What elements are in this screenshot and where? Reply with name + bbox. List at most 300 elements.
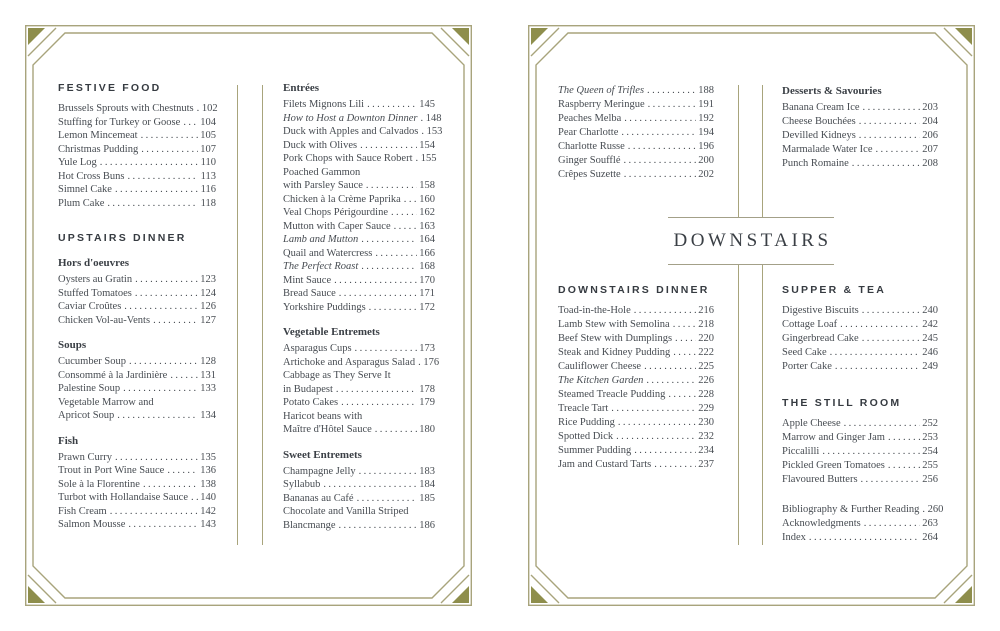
page-number: 255: [922, 460, 938, 471]
toc-entry: [283, 492, 435, 506]
right-column-2-upper: [782, 84, 938, 171]
page-number: 102: [201, 103, 218, 114]
entry-title: Veal Chops Périgourdine: [283, 207, 388, 218]
entry-title: Duck with Apples and Calvados: [283, 126, 419, 137]
dot-leader: [99, 159, 198, 170]
page-number: 253: [922, 432, 938, 443]
dot-leader: [127, 172, 198, 183]
toc-entry: [558, 304, 714, 318]
entry-title: Yorkshire Puddings: [283, 301, 366, 313]
dot-leader: [633, 447, 696, 458]
toc-entry: [782, 360, 938, 374]
entry-title: Raspberry Meringue: [558, 99, 645, 110]
entry-title: Cheese Bouchées: [782, 116, 856, 127]
right-page-column-rule: [762, 85, 763, 218]
dot-leader: [623, 115, 696, 126]
subsection-header: Fish: [58, 434, 79, 447]
page-number: 184: [419, 479, 435, 490]
dot-leader: [829, 349, 920, 360]
page-number: 116: [200, 184, 216, 195]
section-header: FESTIVE FOOD: [58, 82, 162, 94]
page-number: 131: [200, 369, 216, 381]
dot-leader: [643, 363, 696, 374]
entry-title: Digestive Biscuits: [782, 305, 859, 316]
dot-leader: [623, 157, 696, 168]
toc-entry: [558, 416, 714, 430]
entry-title: Asparagus Cups: [283, 343, 352, 354]
right-column-1-upper: [558, 84, 714, 182]
toc-entry: [58, 478, 216, 492]
dot-leader: [653, 461, 696, 472]
dot-leader: [633, 307, 696, 318]
page-number: 218: [698, 319, 714, 330]
left-column-2: [283, 82, 443, 532]
dot-leader: [672, 321, 696, 332]
entry-title: Apricot Soup: [58, 410, 115, 421]
toc-entry: [283, 301, 435, 315]
page-number: 135: [200, 451, 216, 463]
entry-title: Summer Pudding: [558, 445, 632, 456]
entry-title: Blancmange: [283, 519, 336, 531]
page-number: 110: [200, 157, 216, 168]
toc-entry: [58, 116, 216, 130]
toc-entry: [58, 396, 216, 410]
page-number: 158: [419, 180, 435, 191]
page-number: 154: [419, 139, 435, 151]
subsection-header: Sweet Entremets: [283, 448, 362, 461]
toc-entry: [782, 431, 938, 445]
entry-title: Piccalilli: [782, 446, 820, 457]
entry-title: Christmas Pudding: [58, 143, 139, 155]
toc-entry: [283, 152, 435, 166]
toc-entry: [283, 274, 435, 288]
page-number: 166: [419, 247, 435, 259]
page-number: 145: [419, 99, 435, 110]
entry-title: Index: [782, 532, 806, 543]
entry-title: Consommé à la Jardinière: [58, 369, 168, 381]
part-title: DOWNSTAIRS: [673, 230, 832, 251]
left-column-1: [58, 82, 216, 532]
dot-leader: [122, 385, 198, 396]
entry-title: Bananas au Café: [283, 492, 354, 504]
toc-entry: [782, 304, 938, 318]
toc-entry: [58, 355, 216, 369]
toc-entry: [782, 129, 938, 143]
entry-title: Stuffed Tomatoes: [58, 287, 132, 299]
entry-title: Apple Cheese: [782, 418, 841, 429]
right-column-2-lower: [782, 283, 944, 545]
toc-entry: [558, 430, 714, 444]
toc-entry: [58, 102, 216, 116]
entry-title: Pear Charlotte: [558, 127, 619, 138]
page-number: 254: [922, 446, 938, 457]
toc-entry: [283, 356, 440, 370]
page-number: 183: [419, 465, 435, 477]
toc-entry: [283, 287, 435, 301]
toc-entry: [283, 383, 435, 397]
entry-title: with Parsley Sauce: [283, 180, 363, 191]
entry-title: Mutton with Caper Sauce: [283, 220, 391, 232]
dot-leader: [674, 335, 696, 346]
entry-title: Caviar Croûtes: [58, 301, 122, 312]
dot-leader: [365, 182, 417, 193]
downstairs-part-heading: [668, 217, 834, 265]
subsection-header: Hors d'oeuvres: [58, 257, 129, 269]
toc-entry: [58, 382, 216, 396]
dot-leader: [182, 118, 198, 129]
dot-leader: [123, 303, 198, 314]
entry-title: Pickled Green Tomatoes: [782, 460, 885, 471]
entry-title: Steamed Treacle Pudding: [558, 389, 666, 400]
entry-title: Acknowledgments: [782, 518, 861, 529]
dot-leader: [863, 520, 920, 531]
right-page-column-rule: [738, 264, 739, 545]
page-number: 180: [419, 424, 435, 435]
page-number: 123: [200, 274, 216, 285]
section-header: DOWNSTAIRS DINNER: [558, 284, 710, 296]
entry-title: Pork Chops with Sauce Robert: [283, 153, 413, 164]
entry-title: Cabbage as They Serve It: [283, 370, 391, 381]
page-number: 136: [200, 465, 216, 476]
entry-title: Maître d'Hôtel Sauce: [283, 424, 372, 435]
toc-entry: [283, 260, 435, 274]
dot-leader: [116, 412, 198, 423]
page-number: 128: [200, 356, 216, 367]
toc-entry: [283, 112, 442, 126]
page-number: 124: [200, 287, 216, 299]
dot-leader: [374, 426, 417, 437]
page-number: 220: [698, 333, 714, 344]
dot-leader: [114, 453, 198, 464]
page-number: 207: [922, 144, 938, 155]
page-number: 229: [698, 403, 714, 414]
page-number: 264: [922, 532, 938, 543]
page-number: 162: [419, 207, 435, 218]
dot-leader: [358, 467, 417, 478]
toc-entry: [58, 464, 216, 478]
dot-leader: [417, 358, 421, 369]
toc-entry: [782, 101, 938, 115]
entry-title: Vegetable Marrow and: [58, 396, 154, 408]
toc-entry: [782, 445, 938, 459]
entry-title: Crêpes Suzette: [558, 169, 621, 180]
toc-entry: [58, 518, 216, 532]
dot-leader: [134, 276, 198, 287]
toc-entry: [58, 300, 216, 314]
page-number: 200: [698, 155, 714, 166]
dot-leader: [921, 506, 925, 517]
page-number: 143: [200, 519, 216, 530]
entry-title: Hot Cross Buns: [58, 170, 125, 182]
toc-entry: [782, 157, 938, 171]
dot-leader: [627, 143, 696, 154]
toc-entry: [283, 410, 435, 424]
toc-entry: [782, 531, 938, 545]
toc-entry: [558, 444, 714, 458]
toc-entry: [558, 374, 714, 388]
dot-leader: [127, 521, 198, 532]
entry-title: Bibliography & Further Reading: [782, 504, 920, 515]
toc-entry: [283, 193, 435, 207]
page-number: 105: [200, 130, 216, 141]
toc-entry: [782, 318, 938, 332]
entry-title: Poached Gammon: [283, 166, 361, 178]
dot-leader: [338, 290, 417, 301]
toc-entry: [283, 206, 435, 220]
entry-title: Ginger Soufflé: [558, 155, 621, 166]
entry-title: Plum Cake: [58, 197, 105, 209]
toc-entry: [58, 183, 216, 197]
dot-leader: [335, 385, 417, 396]
toc-entry: [558, 332, 714, 346]
dot-leader: [415, 155, 419, 166]
page-number: 176: [423, 356, 440, 368]
page-number: 148: [425, 112, 442, 124]
dot-leader: [620, 129, 696, 140]
toc-entry: [283, 505, 435, 519]
entry-title: Palestine Soup: [58, 383, 121, 394]
toc-entry: [283, 166, 435, 180]
toc-entry: [558, 388, 714, 402]
page-number: 118: [200, 197, 216, 209]
toc-entry: [283, 369, 435, 383]
page-number: 107: [200, 143, 216, 155]
toc-entry: [58, 287, 216, 301]
dot-leader: [839, 321, 920, 332]
toc-entry: [782, 115, 938, 129]
dot-leader: [390, 209, 417, 220]
toc-entry: [58, 273, 216, 287]
entry-title: Prawn Curry: [58, 451, 112, 463]
entry-title: Flavoured Butters: [782, 474, 858, 485]
entry-title: How to Host a Downton Dinner: [283, 112, 418, 124]
dot-leader: [843, 420, 920, 431]
dot-leader: [114, 186, 198, 197]
page-number: 260: [927, 504, 944, 515]
entry-title: Haricot beans with: [283, 410, 363, 422]
page-number: 179: [419, 397, 435, 408]
page-number: 230: [698, 417, 714, 428]
dot-leader: [360, 263, 417, 274]
toc-entry: [58, 451, 216, 465]
dot-leader: [860, 476, 920, 487]
toc-entry: [782, 459, 938, 473]
dot-leader: [337, 521, 417, 532]
entry-title: Turbot with Hollandaise Sauce: [58, 492, 188, 503]
entry-title: Artichoke and Asparagus Salad: [283, 356, 416, 368]
dot-leader: [340, 399, 417, 410]
toc-entry: [782, 346, 938, 360]
toc-entry: [283, 423, 435, 437]
entry-title: Steak and Kidney Pudding: [558, 347, 671, 358]
page-number: 252: [922, 418, 938, 429]
dot-leader: [106, 199, 198, 210]
dot-leader: [861, 335, 920, 346]
dot-leader: [617, 419, 696, 430]
toc-entry: [782, 417, 938, 431]
page-number: 173: [419, 343, 435, 354]
page-number: 216: [698, 305, 714, 316]
entry-title: Simnel Cake: [58, 184, 112, 195]
toc-entry: [558, 84, 714, 98]
toc-entry: [58, 156, 216, 170]
left-page-column-rule: [237, 85, 238, 545]
entry-title: The Queen of Trifles: [558, 85, 645, 96]
dot-leader: [109, 507, 198, 518]
toc-entry: [558, 154, 714, 168]
toc-entry: [283, 465, 435, 479]
toc-entry: [283, 139, 435, 153]
page-number: 138: [200, 478, 216, 490]
toc-entry: [283, 519, 435, 533]
page-number: 237: [698, 459, 714, 470]
page-number: 249: [922, 361, 938, 372]
toc-entry: [58, 314, 216, 328]
dot-leader: [647, 101, 696, 112]
entry-title: Peaches Melba: [558, 113, 622, 124]
dot-leader: [623, 171, 696, 182]
toc-entry: [782, 332, 938, 346]
dot-leader: [142, 480, 198, 491]
toc-entry: [283, 233, 435, 247]
page-number: 225: [698, 361, 714, 372]
toc-entry: [558, 318, 714, 332]
entry-title: The Perfect Roast: [283, 261, 359, 272]
page-number: 178: [419, 383, 435, 395]
page-number: 196: [698, 141, 714, 152]
toc-entry: [558, 140, 714, 154]
toc-entry: [58, 170, 216, 184]
page-number: 226: [698, 375, 714, 386]
page-number: 127: [200, 314, 216, 326]
dot-leader: [360, 236, 417, 247]
page-number: 185: [419, 492, 435, 504]
dot-leader: [419, 114, 423, 125]
toc-entry: [58, 505, 216, 519]
entry-title: Oysters au Gratin: [58, 274, 133, 285]
entry-title: Bread Sauce: [283, 288, 336, 299]
page-number: 256: [922, 474, 938, 485]
subsection-header: Entrées: [283, 82, 320, 94]
page-number: 203: [922, 102, 938, 113]
dot-leader: [393, 222, 417, 233]
dot-leader: [169, 371, 198, 382]
dot-leader: [140, 132, 198, 143]
toc-entry: [58, 491, 216, 505]
subsection-header: Soups: [58, 339, 87, 351]
toc-entry: [558, 346, 714, 360]
entry-title: in Budapest: [283, 383, 333, 395]
toc-entry: [558, 458, 714, 472]
page-number: 104: [200, 116, 216, 128]
page-number: 204: [922, 116, 938, 127]
toc-entry: [283, 98, 435, 112]
dot-leader: [322, 481, 417, 492]
dot-leader: [645, 377, 696, 388]
dot-leader: [834, 363, 920, 374]
dot-leader: [333, 276, 417, 287]
page-number: 192: [698, 113, 714, 124]
toc-entry: [58, 409, 216, 423]
entry-title: Lamb Stew with Semolina: [558, 319, 670, 330]
entry-title: Gingerbread Cake: [782, 333, 859, 344]
entry-title: Treacle Tart: [558, 403, 609, 414]
entry-title: Jam and Custard Tarts: [558, 459, 652, 470]
toc-entry: [558, 402, 714, 416]
dot-leader: [858, 132, 920, 143]
entry-title: The Kitchen Garden: [558, 375, 644, 386]
entry-title: Marmalade Water Ice: [782, 144, 873, 155]
entry-title: Syllabub: [283, 479, 321, 490]
toc-entry: [58, 143, 216, 157]
dot-leader: [374, 249, 417, 260]
dot-leader: [875, 146, 921, 157]
toc-entry: [558, 112, 714, 126]
dot-leader: [610, 405, 696, 416]
toc-entry: [782, 517, 938, 531]
entry-title: Potato Cakes: [283, 397, 339, 408]
toc-entry: [283, 396, 435, 410]
entry-title: Rice Pudding: [558, 417, 615, 428]
page-number: 228: [698, 389, 714, 400]
dot-leader: [887, 462, 920, 473]
entry-title: Toad-in-the-Hole: [558, 305, 631, 316]
entry-title: Fish Cream: [58, 505, 107, 517]
entry-title: Filets Mignons Lili: [283, 99, 365, 110]
page-number: 191: [698, 99, 714, 110]
dot-leader: [615, 433, 696, 444]
page-number: 133: [200, 383, 216, 394]
page-number: 155: [420, 153, 437, 164]
entry-title: Duck with Olives: [283, 139, 358, 151]
dot-leader: [166, 467, 198, 478]
right-page-column-rule: [738, 85, 739, 218]
section-header: THE STILL ROOM: [782, 397, 902, 409]
page-number: 126: [200, 301, 216, 312]
dot-leader: [196, 105, 200, 116]
entry-title: Sole à la Florentine: [58, 478, 140, 490]
toc-entry: [58, 129, 216, 143]
toc-entry: [283, 247, 435, 261]
page-number: 202: [698, 169, 714, 180]
entry-title: Porter Cake: [782, 361, 832, 372]
entry-title: Mint Sauce: [283, 274, 332, 286]
toc-entry: [558, 168, 714, 182]
dot-leader: [368, 303, 417, 314]
page-number: 168: [419, 261, 435, 272]
section-header: SUPPER & TEA: [782, 284, 886, 296]
page-number: 222: [698, 347, 714, 358]
page-number: 245: [922, 333, 938, 344]
page-number: 113: [200, 170, 216, 182]
entry-title: Spotted Dick: [558, 431, 614, 442]
entry-title: Yule Log: [58, 157, 97, 168]
toc-entry: [283, 478, 435, 492]
page-number: 171: [419, 288, 435, 299]
page-number: 153: [426, 126, 443, 137]
toc-entry: [782, 473, 938, 487]
dot-leader: [858, 118, 920, 129]
entry-title: Stuffing for Turkey or Goose: [58, 116, 181, 128]
entry-title: Trout in Port Wine Sauce: [58, 465, 165, 476]
dot-leader: [646, 87, 696, 98]
toc-entry: [283, 125, 443, 139]
dot-leader: [354, 345, 417, 356]
page-number: 160: [419, 193, 435, 205]
dot-leader: [887, 434, 920, 445]
entry-title: Punch Romaine: [782, 158, 849, 169]
dot-leader: [356, 494, 417, 505]
